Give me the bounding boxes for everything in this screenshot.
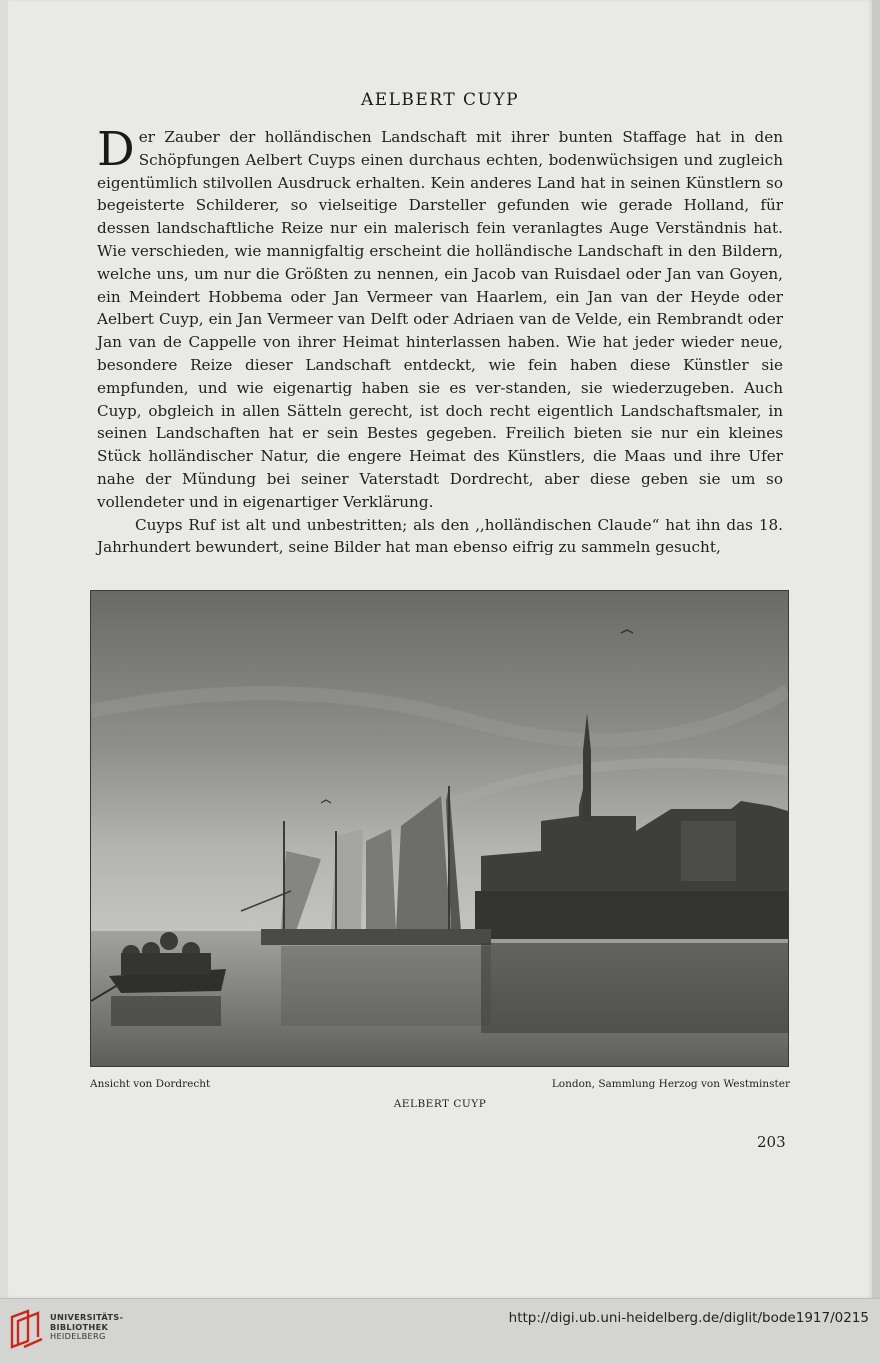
paragraph-1 (97, 122, 783, 514)
caption-title: Ansicht von Dordrecht (90, 1078, 211, 1090)
library-logo-icon[interactable] (10, 1309, 44, 1349)
paragraph-1-text: er Zauber der holländischen Landschaft mit ihrer bunten Staffage hat in den Schöpfungen Aelbert Cuyps einen durchaus echten, bodenwüchsigen und zugleich eigentümlich stilvollen Ausdruck erhalten. Kein anderes Land hat in seinen Künstlern so begeisterte Schilderer, so vielseitige Darsteller gefunden wie gerade Holland, für dessen landschaftliche Reize nur ein malerisch fein veranlagtes Auge Verständnis hat. Wie verschieden, wie mannigfaltig erscheint die holländische Landschaft in den Bildern, welche uns, um nur die Größten zu nennen, ein Jacob van Ruisdael oder Jan van Goyen, ein Meindert Hobbema oder Jan Vermeer van Haarlem, ein Jan van der Heyde oder Aelbert Cuyp, ein Jan Vermeer van Delft oder Adriaen van de Velde, ein Rembrandt oder Jan van de Cappelle von ihrer Heimat hinterlassen haben. Wie hat jeder wieder neue, besondere Reize dieser Landschaft entdeckt, wie fein haben diese Künstler sie empfunden, und wie eigenartig haben sie es ver-standen, sie wiederzugeben. Auch Cuyp, obgleich in allen Sätteln gerecht, ist doch recht eigentlich Landschaftsmaler, in seinen Landschaften hat er sein Bestes gegeben. Freilich bieten sie nur ein kleines Stück holländischer Natur, die engere Heimat des Künstlers, die Maas und ihre Ufer nahe der Mündung bei seiner Vaterstadt Dordrecht, aber diese geben sie um so vollendeter und in eigenartiger Verklärung. (97, 128, 783, 511)
caption-artist: AELBERT CUYP (393, 1098, 487, 1110)
drop-cap: D (97, 122, 135, 177)
library-name-line3: HEIDELBERG (50, 1331, 106, 1342)
body-text (97, 122, 783, 559)
painting-illustration (90, 590, 789, 1067)
permalink-url[interactable]: http://digi.ub.uni-heidelberg.de/diglit/bode1917/0215 (508, 1310, 869, 1326)
library-name[interactable] (50, 1313, 123, 1342)
caption-collection: London, Sammlung Herzog von Westminster (551, 1078, 790, 1090)
painting-image (91, 591, 788, 1066)
library-name-line1: UNIVERSITÄTS- (50, 1312, 124, 1322)
library-footer (0, 1298, 880, 1364)
library-name-line2: BIBLIOTHEK (50, 1321, 109, 1332)
paragraph-2: Cuyps Ruf ist alt und unbestritten; als den ,,holländischen Claude“ hat ihn das 18. Jahrhundert bewundert, seine Bilder hat man ebenso eifrig zu sammeln gesucht, (97, 515, 783, 557)
page-number: 203 (757, 1133, 786, 1151)
page-title: AELBERT CUYP (360, 90, 520, 110)
